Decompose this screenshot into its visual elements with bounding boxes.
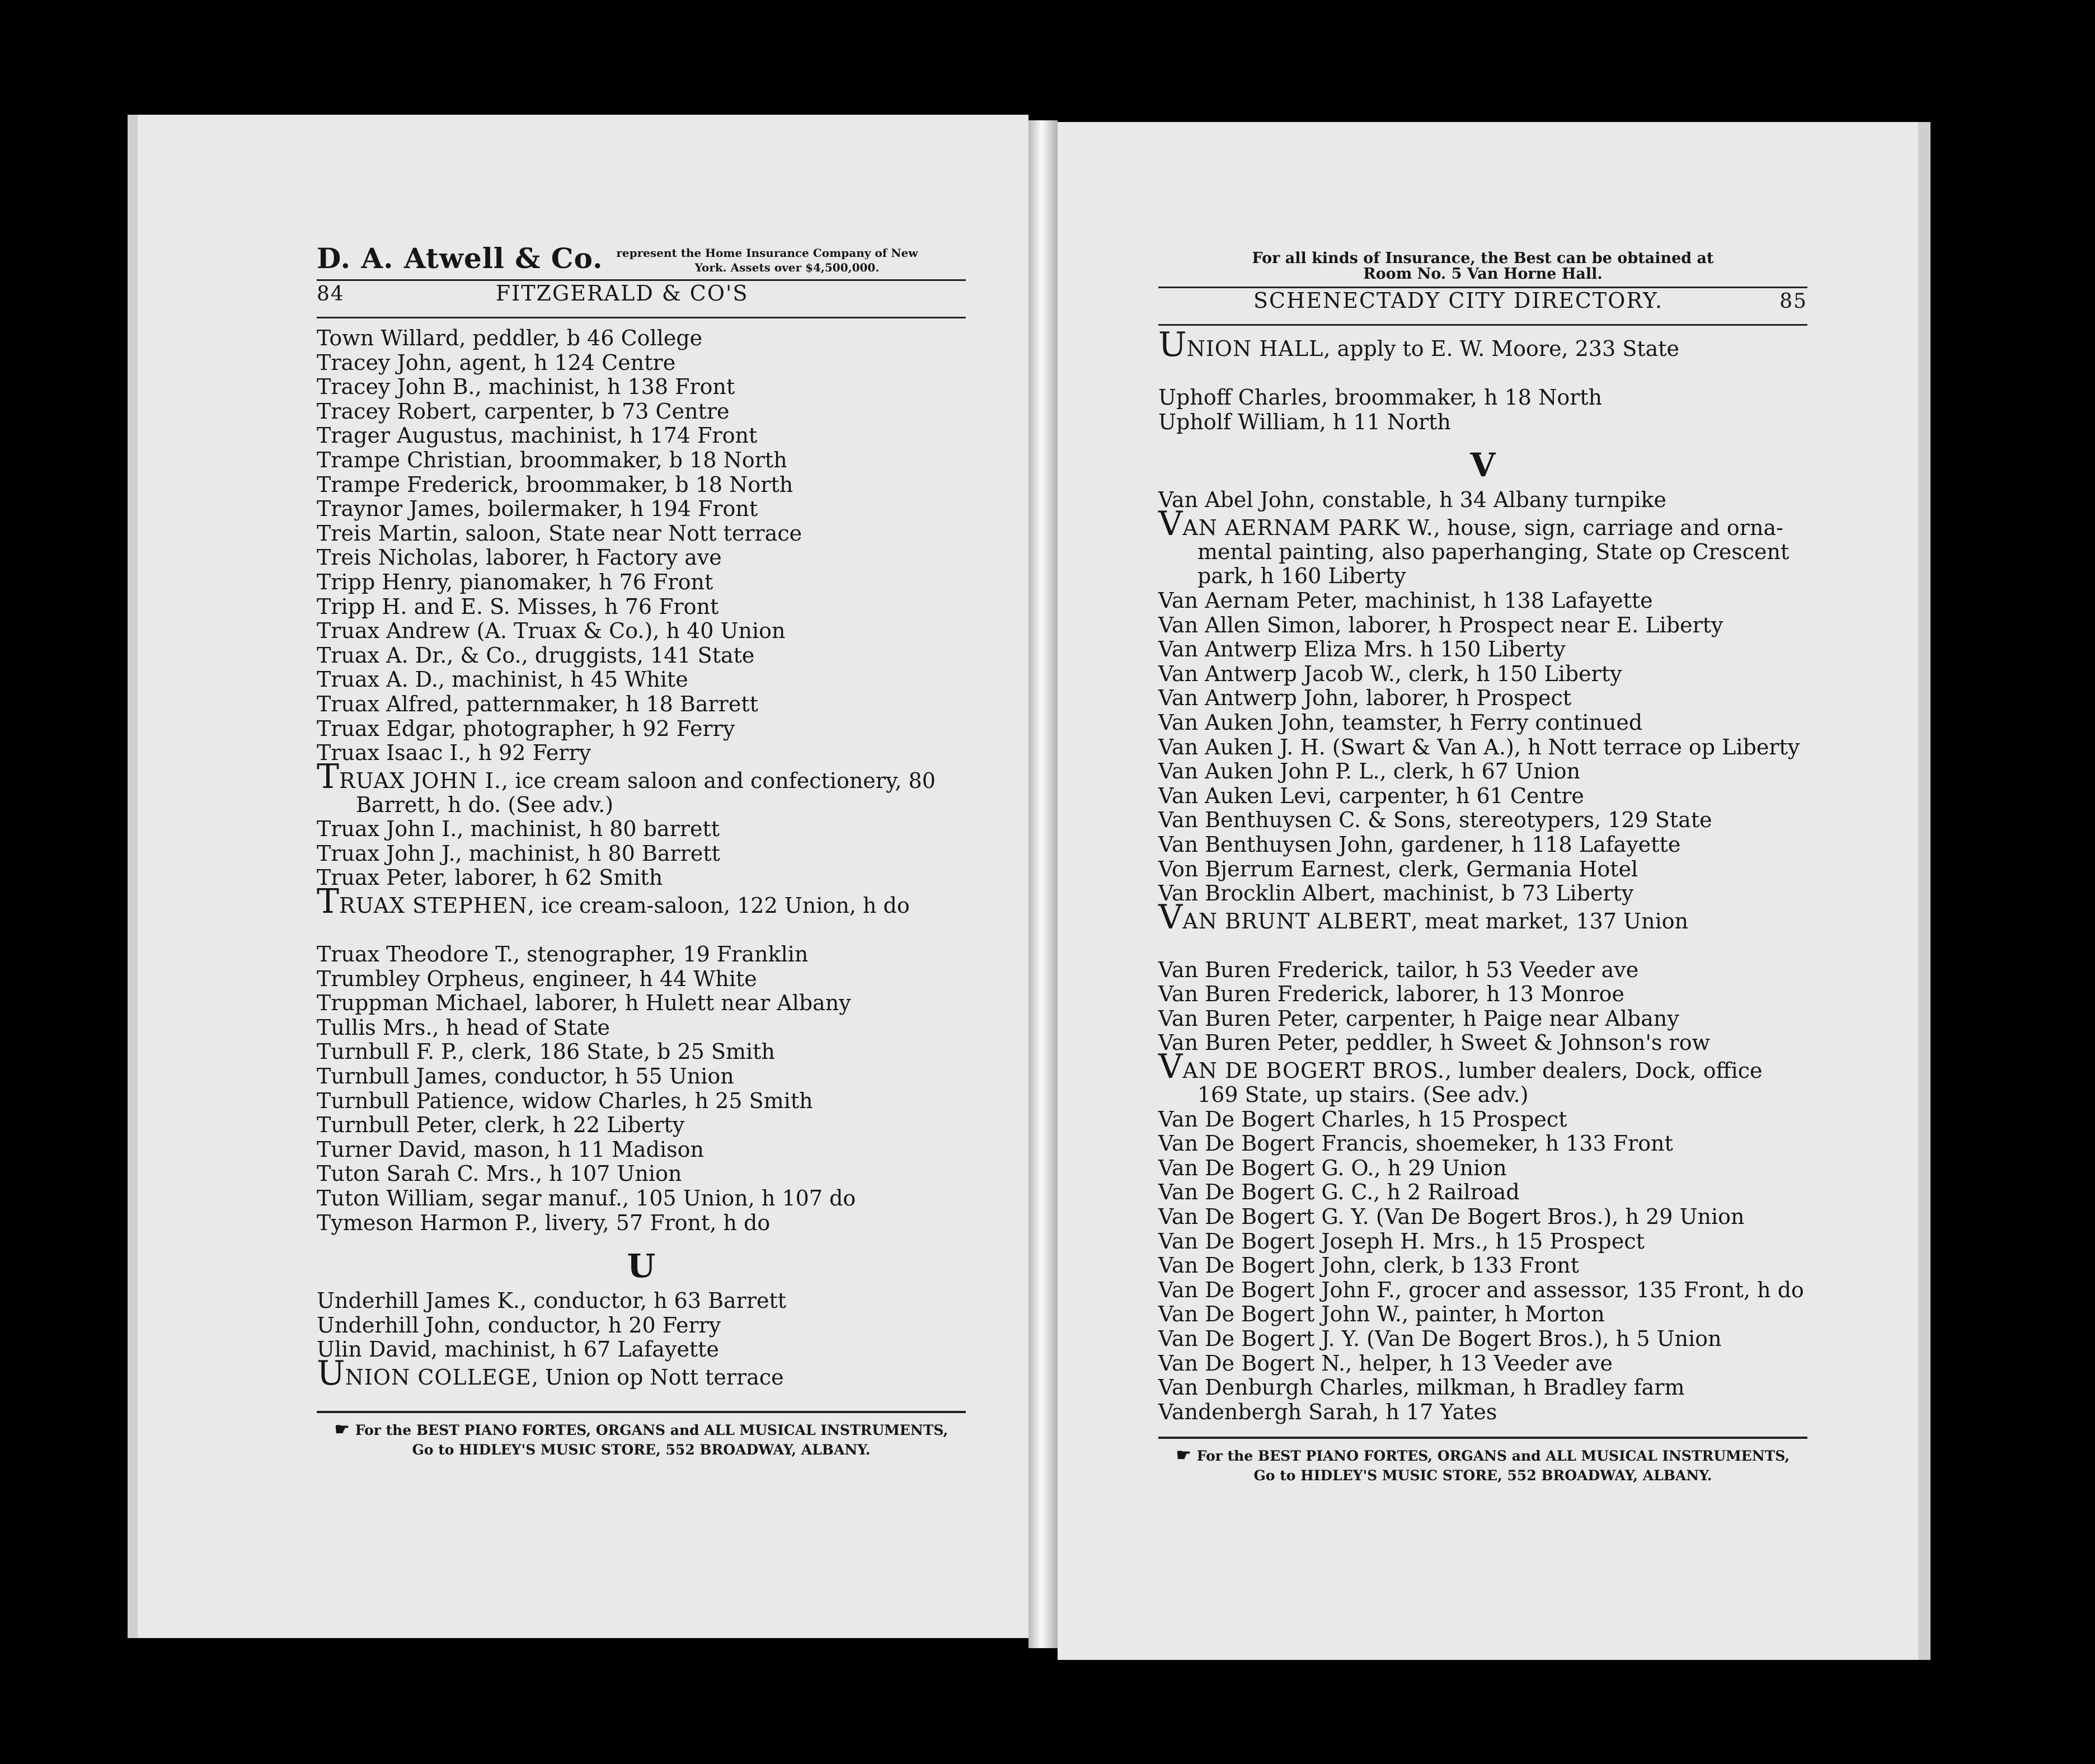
page-number: 85	[1779, 290, 1807, 313]
directory-entry: Trampe Frederick, broommaker, b 18 North	[317, 472, 793, 497]
drop-cap: V	[1158, 504, 1183, 543]
featured-entry-union-hall	[1158, 325, 1807, 364]
featured-details: , house, sign, carriage and orna-	[1433, 515, 1783, 540]
directory-entry: Uphoff Charles, broommaker, h 18 North	[1158, 385, 1603, 410]
directory-entry: Town Willard, peddler, b 46 College	[317, 326, 703, 350]
directory-entry: Van De Bogert John F., grocer and assessor, 135 Front, h do	[1158, 1277, 1804, 1302]
running-head	[1158, 288, 1807, 324]
right-page	[1058, 122, 1930, 1660]
left-page	[128, 115, 1028, 1638]
atwell-firm-name: D. A. Atwell & Co.	[317, 242, 603, 275]
drop-cap: T	[317, 882, 340, 922]
featured-details: , meat market, 137 Union	[1411, 908, 1689, 933]
directory-entry: Van Auken John P. L., clerk, h 67 Union	[1158, 759, 1581, 784]
directory-entry: Van Benthuysen C. & Sons, stereotypers, 129 State	[1158, 808, 1712, 833]
directory-entry: Traynor James, boilermaker, h 194 Front	[317, 496, 758, 522]
directory-entry: Van De Bogert Joseph H. Mrs., h 15 Prospect	[1158, 1228, 1645, 1254]
featured-name: NION COLLEGE	[345, 1364, 532, 1390]
directory-entry: Underhill James K., conductor, h 63 Barrett	[317, 1288, 787, 1313]
directory-entry: Truax A. Dr., & Co., druggists, 141 State	[317, 642, 755, 668]
music-store-ad-line2: Go to HIDLEY'S MUSIC STORE, 552 BROADWAY, ALBANY.	[1253, 1467, 1712, 1484]
featured-entry-van-brunt	[1158, 897, 1807, 937]
drop-cap: U	[317, 1353, 345, 1393]
directory-entry: Van Buren Peter, carpenter, h Paige near Albany	[1158, 1006, 1679, 1031]
directory-entry: Van Allen Simon, laborer, h Prospect near E. Liberty	[1158, 612, 1723, 637]
drop-cap: V	[1158, 1047, 1183, 1087]
atwell-ad	[317, 227, 966, 275]
directory-entry: Turnbull James, conductor, h 55 Union	[317, 1064, 734, 1089]
entries-group-c	[317, 942, 966, 1235]
music-store-ad	[317, 1420, 966, 1460]
book-gutter	[1028, 120, 1058, 1648]
directory-entry: Van De Bogert N., helper, h 13 Veeder ave	[1158, 1350, 1613, 1376]
directory-entry: Turnbull Patience, widow Charles, h 25 Smith	[317, 1088, 813, 1113]
entries-group-a	[317, 326, 966, 766]
directory-entry: Van Denburgh Charles, milkman, h Bradley farm	[1158, 1375, 1685, 1400]
entry-continuation: park, h 160 Liberty	[1197, 564, 1406, 589]
featured-name: AN AERNAM PARK W.	[1182, 515, 1434, 540]
pointing-hand-icon: ☛	[334, 1419, 350, 1439]
featured-name: NION HALL	[1186, 336, 1324, 361]
directory-entry: Vandenbergh Sarah, h 17 Yates	[1158, 1399, 1497, 1424]
drop-cap: T	[317, 757, 340, 796]
directory-entry: Treis Nicholas, laborer, h Factory ave	[317, 545, 722, 570]
featured-entry-truax-john	[317, 757, 966, 796]
music-store-ad	[1158, 1446, 1807, 1485]
insurance-ad	[1158, 234, 1807, 282]
entries-group-d	[317, 1289, 966, 1362]
entry-continuation: mental painting, also paperhanging, State op Crescent	[1197, 539, 1789, 564]
directory-entry: Truax Peter, laborer, h 62 Smith	[317, 865, 663, 890]
directory-entry: Truax A. D., machinist, h 45 White	[317, 667, 688, 692]
directory-entry: Van De Bogert G. C., h 2 Railroad	[1158, 1180, 1520, 1205]
pointing-hand-icon: ☛	[1176, 1446, 1191, 1466]
page-number: 84	[317, 283, 345, 306]
directory-entry: Truax Andrew (A. Truax & Co.), h 40 Union	[317, 618, 786, 644]
directory-entry: Tymeson Harmon P., livery, 57 Front, h do	[317, 1210, 771, 1235]
directory-entry: Tuton Sarah C. Mrs., h 107 Union	[317, 1161, 682, 1186]
head-rule	[317, 317, 966, 318]
directory-entry: Van Auken John, teamster, h Ferry continued	[1158, 710, 1643, 735]
featured-name: AN BRUNT ALBERT	[1182, 908, 1411, 933]
directory-entry: Trumbley Orpheus, engineer, h 44 White	[317, 966, 757, 991]
directory-entry: Truax Isaac I., h 92 Ferry	[317, 740, 591, 766]
featured-entry-truax-stephen	[317, 882, 966, 922]
directory-entry: Tracey Robert, carpenter, b 73 Centre	[317, 398, 730, 424]
directory-entry: Van De Bogert John W., painter, h Morton	[1158, 1302, 1605, 1327]
music-store-ad-line2: Go to HIDLEY'S MUSIC STORE, 552 BROADWAY, ALBANY.	[412, 1441, 871, 1458]
music-store-ad-text1: For the BEST PIANO FORTES, ORGANS and ALL MUSICAL INSTRUMENTS,	[355, 1421, 948, 1438]
directory-entry: Trampe Christian, broommaker, b 18 North	[317, 447, 787, 472]
featured-details: , Union op Nott terrace	[531, 1364, 784, 1390]
drop-cap: U	[1158, 325, 1187, 364]
running-head-title: FITZGERALD & CO'S	[495, 281, 749, 306]
directory-entry: Van Benthuysen John, gardener, h 118 Lafayette	[1158, 832, 1681, 857]
entry-continuation: Barrett, h do. (See adv.)	[356, 792, 614, 817]
spacer	[1158, 361, 1807, 386]
atwell-ad-text	[616, 246, 918, 275]
featured-name: RUAX JOHN I.	[339, 768, 502, 793]
section-letter-u: U	[627, 1247, 656, 1286]
directory-entry: Tracey John, agent, h 124 Centre	[317, 350, 676, 375]
directory-entry: Van De Bogert Charles, h 15 Prospect	[1158, 1106, 1567, 1132]
running-head	[317, 281, 966, 317]
directory-entry: Van Auken Levi, carpenter, h 61 Centre	[1158, 783, 1584, 808]
drop-cap: V	[1158, 897, 1183, 937]
directory-entry: Truax Edgar, photographer, h 92 Ferry	[317, 716, 735, 741]
directory-entry: Turnbull F. P., clerk, 186 State, b 25 Smith	[317, 1039, 775, 1064]
music-store-ad-text1: For the BEST PIANO FORTES, ORGANS and ALL MUSICAL INSTRUMENTS,	[1196, 1448, 1790, 1465]
directory-entry: Tripp Henry, pianomaker, h 76 Front	[317, 569, 713, 594]
directory-entry: Trager Augustus, machinist, h 174 Front	[317, 423, 758, 448]
entries-group-a	[1158, 386, 1807, 434]
directory-entry: Tullis Mrs., h head of State	[317, 1015, 610, 1040]
entries-group-c	[1158, 589, 1807, 906]
directory-entry: Van De Bogert G. Y. (Van De Bogert Bros.), h 29 Union	[1158, 1204, 1745, 1230]
directory-entry: Truppman Michael, laborer, h Hulett near Albany	[317, 991, 851, 1016]
directory-entry: Van Antwerp Eliza Mrs. h 150 Liberty	[1158, 637, 1566, 662]
directory-entry: Truax John I., machinist, h 80 barrett	[317, 817, 720, 842]
featured-details: , ice cream saloon and confectionery, 80	[501, 768, 936, 793]
directory-entry: Treis Martin, saloon, State near Nott terrace	[317, 520, 802, 546]
directory-entry: Van Buren Frederick, laborer, h 13 Monroe	[1158, 982, 1624, 1007]
directory-entry: Truax Theodore T., stenographer, 19 Franklin	[317, 942, 809, 967]
directory-entry: Van De Bogert G. O., h 29 Union	[1158, 1155, 1507, 1180]
directory-entry: Van De Bogert J. Y. (Van De Bogert Bros.), h 5 Union	[1158, 1326, 1722, 1351]
featured-details: , ice cream-saloon, 122 Union, h do	[527, 893, 910, 918]
insurance-ad-line2: Room No. 5 Van Horne Hall.	[1363, 265, 1603, 283]
featured-entry-van-aernam	[1158, 504, 1807, 543]
directory-entry: Underhill John, conductor, h 20 Ferry	[317, 1312, 721, 1338]
featured-name: AN DE BOGERT BROS.	[1182, 1058, 1445, 1083]
footer-rule	[317, 1411, 966, 1413]
music-store-ad-line1	[317, 1420, 966, 1440]
featured-details: , lumber dealers, Dock, office	[1445, 1058, 1763, 1083]
directory-entry: Ulin David, machinist, h 67 Lafayette	[317, 1337, 719, 1362]
directory-entry: Tuton William, segar manuf., 105 Union, h 107 do	[317, 1186, 856, 1211]
featured-name: RUAX STEPHEN	[339, 893, 528, 918]
directory-entry: Van Buren Frederick, tailor, h 53 Veeder ave	[1158, 957, 1639, 982]
entries-group-e	[1158, 1108, 1807, 1425]
section-letter-v: V	[1470, 446, 1496, 485]
directory-entry: Van Abel John, constable, h 34 Albany turnpike	[1158, 487, 1667, 513]
directory-entry: Van Auken J. H. (Swart & Van A.), h Nott terrace op Liberty	[1158, 734, 1800, 759]
left-page-content	[317, 227, 966, 1460]
atwell-ad-line1: represent the Home Insurance Company of New	[616, 246, 918, 260]
directory-entry: Turnbull Peter, clerk, h 22 Liberty	[317, 1113, 685, 1138]
directory-entry: Van Aernam Peter, machinist, h 138 Lafayette	[1158, 588, 1653, 613]
directory-entry: Von Bjerrum Earnest, clerk, Germania Hotel	[1158, 856, 1638, 881]
directory-entry: Van De Bogert Francis, shoemeker, h 133 Front	[1158, 1131, 1673, 1156]
directory-entry: Truax Alfred, patternmaker, h 18 Barrett	[317, 691, 758, 716]
head-rule	[1158, 324, 1807, 326]
directory-entry: Van Antwerp John, laborer, h Prospect	[1158, 686, 1571, 711]
directory-entry: Truax John J., machinist, h 80 Barrett	[317, 841, 720, 866]
directory-entry: Van Brocklin Albert, machinist, b 73 Liberty	[1158, 881, 1634, 906]
insurance-ad-line1: For all kinds of Insurance, the Best can be obtained at	[1252, 250, 1714, 267]
music-store-ad-line1	[1158, 1446, 1807, 1466]
directory-entry: Turner David, mason, h 11 Madison	[317, 1137, 704, 1162]
running-head-title: SCHENECTADY CITY DIRECTORY.	[1253, 288, 1664, 313]
featured-entry-union-college	[317, 1353, 966, 1393]
footer-rule	[1158, 1437, 1807, 1439]
atwell-ad-line2: York. Assets over $4,500,000.	[694, 261, 880, 274]
featured-entry-van-de-bogert-bros	[1158, 1047, 1807, 1087]
directory-entry: Tracey John B., machinist, h 138 Front	[317, 374, 735, 400]
spacer	[1158, 933, 1807, 958]
directory-entry: Upholf William, h 11 North	[1158, 409, 1451, 434]
spacer	[317, 918, 966, 942]
entries-group-b	[317, 817, 966, 890]
directory-entry: Tripp H. and E. S. Misses, h 76 Front	[317, 594, 719, 619]
featured-details: , apply to E. W. Moore, 233 State	[1323, 336, 1680, 361]
right-page-content	[1158, 234, 1807, 1485]
entries-group-d	[1158, 958, 1807, 1055]
directory-entry: Van Antwerp Jacob W., clerk, h 150 Liberty	[1158, 661, 1622, 686]
directory-entry: Van De Bogert John, clerk, b 133 Front	[1158, 1253, 1579, 1278]
directory-entry: Van Buren Peter, peddler, h Sweet & Johnson's row	[1158, 1030, 1711, 1055]
insurance-ad-text	[1158, 251, 1807, 282]
entry-continuation: 169 State, up stairs. (See adv.)	[1197, 1082, 1529, 1108]
